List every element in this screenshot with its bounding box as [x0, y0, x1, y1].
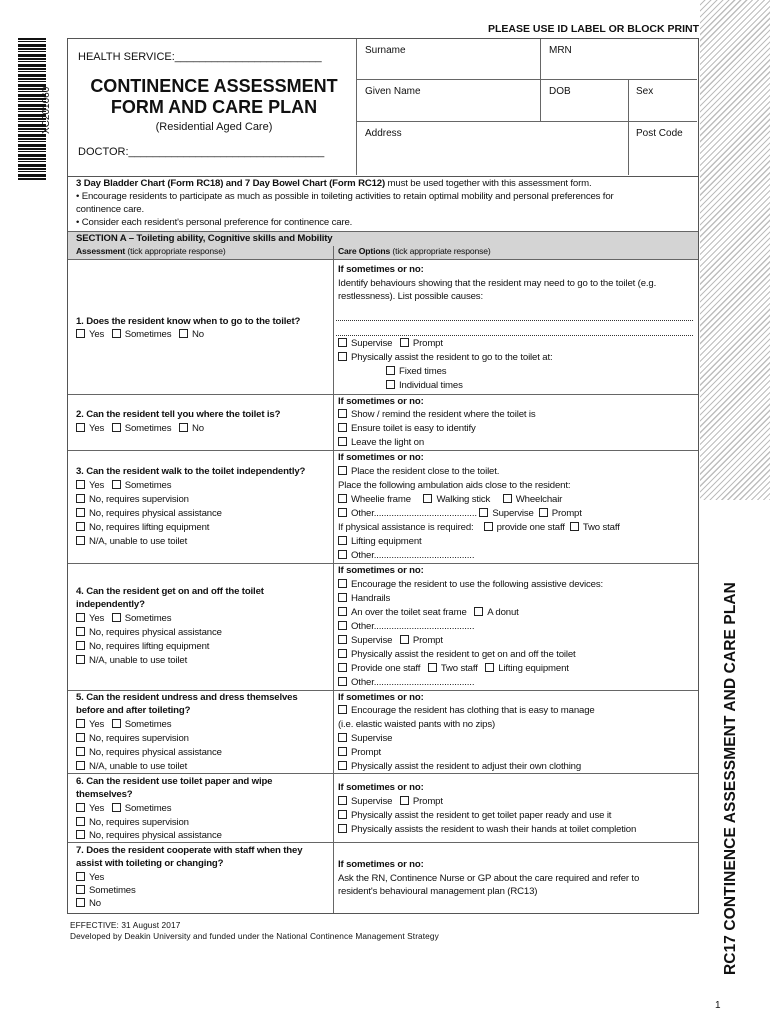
q3-physical: If physical assistance is required: provide one staff Two staff	[338, 522, 620, 533]
row-divider	[68, 842, 698, 843]
checkbox[interactable]	[338, 824, 347, 833]
q1-question: 1. Does the resident know when to go to the toilet?	[76, 316, 301, 327]
q6-answer-3: No, requires supervision	[76, 816, 189, 830]
q2-care-2: Ensure toilet is easy to identify	[338, 422, 476, 436]
id-label-note: PLEASE USE ID LABEL OR BLOCK PRINT	[488, 23, 699, 35]
checkbox[interactable]	[76, 641, 85, 650]
q4-answer-4: No, requires lifting equipment	[76, 640, 209, 654]
q7-care-2: resident's behavioural management plan (RC13)	[338, 886, 538, 897]
row-divider	[68, 773, 698, 774]
developed-by: Developed by Deakin University and funded under the National Continence Management Strategy	[70, 931, 439, 941]
q6-care-1: Physically assist the resident to get toilet paper ready and use it	[338, 809, 611, 823]
checkbox[interactable]	[423, 494, 432, 503]
checkbox[interactable]	[76, 536, 85, 545]
q4-question: 4. Can the resident get on and off the toilet	[76, 586, 264, 597]
q3-answer-4: No, requires physical assistance	[76, 507, 222, 521]
q7-no: No	[76, 897, 101, 911]
checkbox[interactable]	[76, 719, 85, 728]
checkbox[interactable]	[112, 803, 121, 812]
q1-care-supervise: Supervise Prompt	[338, 337, 443, 351]
q7-care-1: Ask the RN, Continence Nurse or GP about the care required and refer to	[338, 873, 640, 884]
checkbox[interactable]	[484, 522, 493, 531]
checkbox[interactable]	[179, 423, 188, 432]
assessment-header: Assessment (tick appropriate response)	[76, 246, 226, 256]
checkbox[interactable]	[112, 329, 121, 338]
title-line-2: FORM AND CARE PLAN	[110, 97, 318, 117]
checkbox[interactable]	[76, 830, 85, 839]
q1-care-text-2: restlessness). List possible causes:	[338, 291, 483, 302]
q4-seat: An over the toilet seat frame A donut	[338, 606, 519, 620]
checkbox[interactable]	[76, 872, 85, 881]
q3-answer-6: N/A, unable to use toilet	[76, 535, 187, 549]
checkbox[interactable]	[338, 508, 347, 517]
form-title	[75, 76, 353, 118]
checkbox[interactable]	[76, 329, 85, 338]
mrn-field[interactable]: MRN	[549, 45, 572, 56]
q5-answer-4: No, requires physical assistance	[76, 746, 222, 760]
q6-if-sometimes: If sometimes or no:	[338, 782, 424, 793]
q3-care-2: Place the following ambulation aids close to the resident:	[338, 480, 571, 491]
checkbox[interactable]	[338, 338, 347, 347]
checkbox[interactable]	[338, 466, 347, 475]
checkbox[interactable]	[112, 423, 121, 432]
q3-other-2: Other........................................	[338, 549, 474, 563]
q5-supervise: Supervise	[338, 732, 392, 746]
q1-care-text: Identify behaviours showing that the resident may need to go to the toilet (e.g.	[338, 278, 657, 289]
surname-field[interactable]: Surname	[365, 45, 406, 56]
checkbox[interactable]	[338, 352, 347, 361]
q7-question-2: assist with toileting or changing?	[76, 858, 224, 869]
q6-answer-4: No, requires physical assistance	[76, 829, 222, 843]
checkbox[interactable]	[76, 480, 85, 489]
checkbox[interactable]	[76, 803, 85, 812]
checkbox[interactable]	[400, 796, 409, 805]
checkbox[interactable]	[338, 621, 347, 630]
checkbox[interactable]	[112, 613, 121, 622]
checkbox[interactable]	[76, 761, 85, 770]
checkbox[interactable]	[338, 635, 347, 644]
title-line-1: CONTINENCE ASSESSMENT	[90, 76, 338, 96]
q5-if-sometimes: If sometimes or no:	[338, 692, 424, 703]
intro-bullet-2: • Consider each resident's personal preference for continence care.	[76, 217, 353, 228]
q4-other: Other........................................	[338, 620, 474, 634]
page-number: 1	[715, 1000, 721, 1011]
q5-question: 5. Can the resident undress and dress themselves	[76, 692, 298, 703]
q6-care-2: Physically assists the resident to wash their hands at toilet completion	[338, 823, 636, 837]
q3-care-1: Place the resident close to the toilet.	[338, 465, 499, 479]
checkbox[interactable]	[338, 437, 347, 446]
checkbox[interactable]	[338, 536, 347, 545]
checkbox[interactable]	[338, 810, 347, 819]
q6-answer-1: Yes Sometimes	[76, 802, 171, 816]
checkbox[interactable]	[338, 409, 347, 418]
q5-care-2: (i.e. elastic waisted pants with no zips)	[338, 719, 496, 730]
checkbox[interactable]	[76, 423, 85, 432]
q5-prompt: Prompt	[338, 746, 381, 760]
q4-care-2: Physically assist the resident to get on and off the toilet	[338, 648, 576, 662]
checkbox[interactable]	[179, 329, 188, 338]
q2-question: 2. Can the resident tell you where the toilet is?	[76, 409, 281, 420]
checkbox[interactable]	[338, 607, 347, 616]
checkbox[interactable]	[76, 627, 85, 636]
checkbox[interactable]	[76, 494, 85, 503]
q1-answers: Yes Sometimes No	[76, 328, 204, 342]
q6-question: 6. Can the resident use toilet paper and wipe	[76, 776, 273, 787]
checkbox[interactable]	[76, 898, 85, 907]
q5-care-3: Physically assist the resident to adjust their own clothing	[338, 760, 581, 774]
q2-care-3: Leave the light on	[338, 436, 424, 450]
checkbox[interactable]	[112, 719, 121, 728]
checkbox[interactable]	[338, 494, 347, 503]
intro-bullet-1-cont: continence care.	[76, 204, 144, 215]
column-header-bar	[68, 246, 698, 260]
checkbox[interactable]	[338, 649, 347, 658]
q1-care-assist: Physically assist the resident to go to the toilet at:	[338, 351, 552, 365]
q4-if-sometimes: If sometimes or no:	[338, 565, 424, 576]
checkbox[interactable]	[400, 635, 409, 644]
checkbox[interactable]	[474, 607, 483, 616]
q1-fixed-times: Fixed times	[386, 365, 446, 379]
column-divider	[333, 246, 334, 913]
assessment-table	[67, 175, 699, 914]
q2-answers: Yes Sometimes No	[76, 422, 204, 436]
q3-question: 3. Can the resident walk to the toilet independently?	[76, 466, 306, 477]
q4-question-2: independently?	[76, 599, 145, 610]
checkbox[interactable]	[479, 508, 488, 517]
q4-handrails: Handrails	[338, 592, 390, 606]
q4-answer-5: N/A, unable to use toilet	[76, 654, 187, 668]
q3-other: Other......................................... Supervise Prompt	[338, 507, 582, 521]
q2-if-sometimes: If sometimes or no:	[338, 396, 424, 407]
health-service-field[interactable]: HEALTH SERVICE:________________________	[78, 51, 322, 63]
intro-line: 3 Day Bladder Chart (Form RC18) and 7 Day Bowel Chart (Form RC12) must be used together with this assessment form.	[76, 178, 592, 189]
checkbox[interactable]	[76, 522, 85, 531]
checkbox[interactable]	[338, 761, 347, 770]
checkbox[interactable]	[112, 480, 121, 489]
q5-answer-3: No, requires supervision	[76, 732, 189, 746]
checkbox[interactable]	[338, 550, 347, 559]
q3-answer-3: No, requires supervision	[76, 493, 189, 507]
checkbox[interactable]	[570, 522, 579, 531]
q7-yes: Yes	[76, 871, 104, 885]
checkbox[interactable]	[338, 663, 347, 672]
checkbox[interactable]	[338, 747, 347, 756]
q1-blank-line[interactable]	[336, 320, 693, 321]
dob-field[interactable]: DOB	[549, 86, 571, 97]
checkbox[interactable]	[338, 733, 347, 742]
q3-if-sometimes: If sometimes or no:	[338, 452, 424, 463]
q1-blank-line[interactable]	[336, 335, 693, 336]
q7-question: 7. Does the resident cooperate with staff when they	[76, 845, 303, 856]
q5-answer-5: N/A, unable to use toilet	[76, 760, 187, 774]
post-code-field[interactable]: Post Code	[636, 128, 683, 139]
q7-if-sometimes: If sometimes or no:	[338, 859, 424, 870]
checkbox[interactable]	[428, 663, 437, 672]
q3-answer-5: No, requires lifting equipment	[76, 521, 209, 535]
q7-sometimes: Sometimes	[76, 884, 136, 898]
q5-answer-1: Yes Sometimes	[76, 718, 171, 732]
doctor-field[interactable]: DOCTOR:________________________________	[78, 146, 325, 158]
q6-question-2: themselves?	[76, 789, 133, 800]
q4-answer-1: Yes Sometimes	[76, 612, 171, 626]
q4-supervise: Supervise Prompt	[338, 634, 443, 648]
q1-individual-times: Individual times	[386, 379, 463, 393]
q5-question-2: before and after toileting?	[76, 705, 191, 716]
q4-staff: Provide one staff Two staff Lifting equipment	[338, 662, 569, 676]
q3-aids: Wheelie frame Walking stick Wheelchair	[338, 493, 562, 507]
q6-supervise: Supervise Prompt	[338, 795, 443, 809]
checkbox[interactable]	[539, 508, 548, 517]
effective-date: EFFECTIVE: 31 August 2017	[70, 920, 181, 930]
q4-answer-3: No, requires physical assistance	[76, 626, 222, 640]
side-title: RC17 CONTINENCE ASSESSMENT AND CARE PLAN	[722, 582, 739, 975]
q4-care-1: Encourage the resident to use the following assistive devices:	[338, 578, 603, 592]
checkbox[interactable]	[485, 663, 494, 672]
section-a-title: SECTION A – Toileting ability, Cognitive skills and Mobility	[76, 233, 333, 244]
checkbox[interactable]	[400, 338, 409, 347]
q3-answer-1: Yes Sometimes	[76, 479, 171, 493]
q2-care-1: Show / remind the resident where the toilet is	[338, 408, 536, 422]
given-name-field[interactable]: Given Name	[365, 86, 421, 97]
checkbox[interactable]	[338, 705, 347, 714]
checkbox[interactable]	[503, 494, 512, 503]
checkbox[interactable]	[76, 655, 85, 664]
q5-care-1: Encourage the resident has clothing that is easy to manage	[338, 704, 595, 718]
checkbox[interactable]	[338, 796, 347, 805]
address-field[interactable]: Address	[365, 128, 402, 139]
checkbox[interactable]	[76, 885, 85, 894]
checkbox[interactable]	[338, 677, 347, 686]
checkbox[interactable]	[76, 747, 85, 756]
intro-bullet-1: • Encourage residents to participate as much as possible in toileting activities to retain optimal mobility and personal preferences for	[76, 191, 614, 202]
sex-field[interactable]: Sex	[636, 86, 654, 97]
checkbox[interactable]	[76, 508, 85, 517]
checkbox[interactable]	[76, 613, 85, 622]
care-options-header: Care Options (tick appropriate response)	[338, 246, 491, 256]
checkbox[interactable]	[338, 423, 347, 432]
q4-other-2: Other........................................	[338, 676, 474, 690]
form-subtitle: (Residential Aged Care)	[155, 121, 273, 133]
checkbox[interactable]	[386, 380, 395, 389]
q3-lifting: Lifting equipment	[338, 535, 422, 549]
checkbox[interactable]	[338, 593, 347, 602]
checkbox[interactable]	[76, 817, 85, 826]
checkbox[interactable]	[338, 579, 347, 588]
hatched-margin	[700, 0, 770, 500]
checkbox[interactable]	[386, 366, 395, 375]
checkbox[interactable]	[76, 733, 85, 742]
q1-if-sometimes: If sometimes or no:	[338, 264, 424, 275]
form-code: XC201060	[41, 86, 52, 134]
